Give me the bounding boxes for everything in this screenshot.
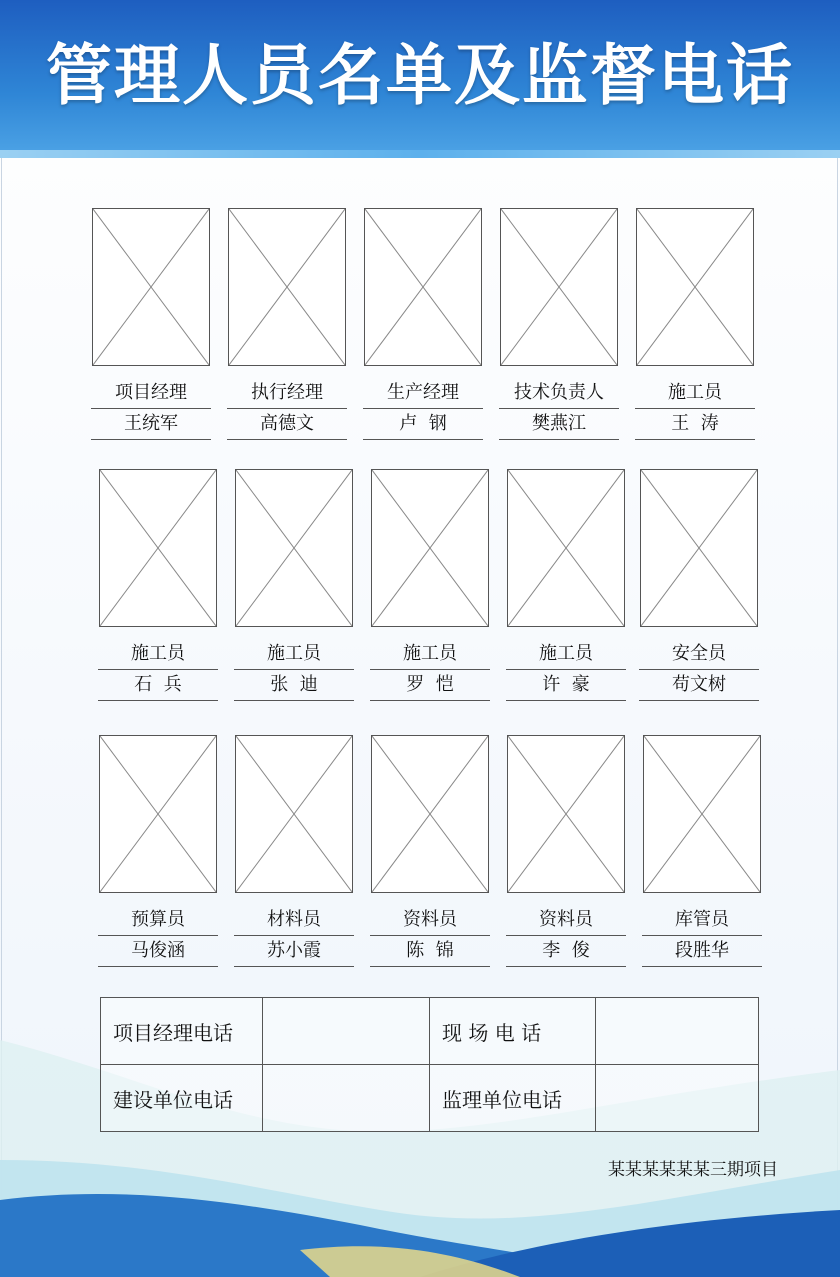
placeholder-cross-icon [93,209,209,365]
site-phone-value [596,998,759,1065]
staff-role: 资料员 [506,905,626,936]
staff-role: 项目经理 [91,378,211,409]
photo-placeholder [371,469,489,627]
staff-card [642,735,762,967]
staff-name: 樊燕江 [499,409,619,440]
staff-role: 施工员 [506,639,626,670]
placeholder-cross-icon [372,470,488,626]
site-phone-label: 现 场 电 话 [430,998,596,1065]
photo-placeholder [99,469,217,627]
placeholder-cross-icon [236,470,352,626]
staff-card [499,208,619,440]
staff-role: 执行经理 [227,378,347,409]
placeholder-cross-icon [637,209,753,365]
staff-name: 王统军 [91,409,211,440]
staff-card [506,735,626,967]
staff-name: 石 兵 [98,670,218,701]
staff-card [91,208,211,440]
staff-name: 陈 锦 [370,936,490,967]
staff-card [506,469,626,701]
photo-placeholder [500,208,618,366]
project-name: 某某某某某某三期项目 [608,1160,778,1180]
supervisor-phone-label: 监理单位电话 [430,1065,596,1132]
pm-phone-value [263,998,430,1065]
staff-card [639,469,759,701]
pm-phone-label: 项目经理电话 [101,998,263,1065]
photo-placeholder [507,735,625,893]
header-stripe [0,150,840,158]
staff-name: 张 迪 [234,670,354,701]
staff-card [635,208,755,440]
photo-placeholder [235,469,353,627]
placeholder-cross-icon [501,209,617,365]
staff-role: 施工员 [234,639,354,670]
builder-phone-label: 建设单位电话 [101,1065,263,1132]
staff-role: 资料员 [370,905,490,936]
staff-role: 施工员 [635,378,755,409]
table-row [101,1065,759,1132]
table-row [101,998,759,1065]
photo-placeholder [235,735,353,893]
staff-card [234,469,354,701]
photo-placeholder [636,208,754,366]
staff-name: 李 俊 [506,936,626,967]
staff-name: 马俊涵 [98,936,218,967]
placeholder-cross-icon [641,470,757,626]
photo-placeholder [228,208,346,366]
placeholder-cross-icon [236,736,352,892]
staff-card [98,735,218,967]
builder-phone-value [263,1065,430,1132]
staff-card [227,208,347,440]
staff-card [98,469,218,701]
placeholder-cross-icon [365,209,481,365]
staff-name: 王 涛 [635,409,755,440]
placeholder-cross-icon [508,736,624,892]
staff-role: 施工员 [98,639,218,670]
staff-name: 苏小霞 [234,936,354,967]
placeholder-cross-icon [229,209,345,365]
photo-placeholder [92,208,210,366]
staff-card [370,469,490,701]
photo-placeholder [640,469,758,627]
placeholder-cross-icon [100,470,216,626]
staff-card [363,208,483,440]
staff-name: 罗 恺 [370,670,490,701]
staff-role: 安全员 [639,639,759,670]
staff-role: 库管员 [642,905,762,936]
placeholder-cross-icon [644,736,760,892]
staff-name: 苟文树 [639,670,759,701]
placeholder-cross-icon [372,736,488,892]
header-banner [0,0,840,158]
staff-name: 卢 钢 [363,409,483,440]
staff-role: 施工员 [370,639,490,670]
staff-role: 预算员 [98,905,218,936]
staff-card [234,735,354,967]
staff-role: 技术负责人 [499,378,619,409]
staff-name: 许 豪 [506,670,626,701]
photo-placeholder [643,735,761,893]
photo-placeholder [364,208,482,366]
photo-placeholder [99,735,217,893]
placeholder-cross-icon [100,736,216,892]
staff-name: 段胜华 [642,936,762,967]
staff-name: 高德文 [227,409,347,440]
phone-table [100,997,759,1132]
staff-card [370,735,490,967]
supervisor-phone-value [596,1065,759,1132]
photo-placeholder [507,469,625,627]
photo-placeholder [371,735,489,893]
page-title: 管理人员名单及监督电话 [46,37,794,114]
staff-role: 生产经理 [363,378,483,409]
staff-role: 材料员 [234,905,354,936]
placeholder-cross-icon [508,470,624,626]
